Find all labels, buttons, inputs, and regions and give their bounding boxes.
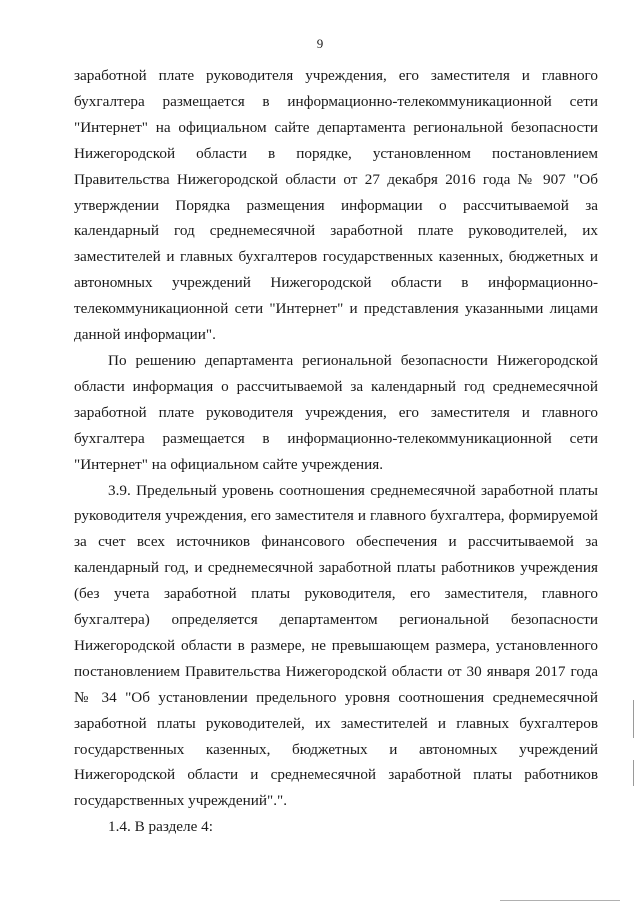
- paragraph: [74, 478, 598, 815]
- text-line: заместителей и главных бухгалтеров государственных казенных, бюджетных и: [74, 248, 598, 266]
- text-line: заработной платы руководителей, их заместителей и главных бухгалтеров: [74, 714, 598, 732]
- text-line: утверждении Порядка размещения информации о рассчитываемой за: [74, 196, 598, 214]
- text-line: Правительства Нижегородской области от 27 декабря 2016 года № 907 "Об: [74, 170, 598, 188]
- scan-edge-mark: [633, 700, 634, 738]
- text-line: бухгалтера размещается в информационно-телекоммуникационной сети: [74, 429, 598, 447]
- text-line: заработной плате руководителя учреждения, его заместителя и главного: [74, 67, 598, 84]
- paragraph: [74, 63, 598, 348]
- text-line: бухгалтера) определяется департаментом региональной безопасности: [74, 611, 598, 629]
- text-line: 3.9. Предельный уровень соотношения среднемесячной заработной платы: [108, 481, 598, 499]
- text-line: бухгалтера размещается в информационно-телекоммуникационной сети: [74, 92, 598, 110]
- document-body: [74, 63, 598, 840]
- text-line: Нижегородской области и среднемесячной заработной платы работников: [74, 766, 598, 784]
- text-line: заработной плате руководителя учреждения, его заместителя и главного: [74, 403, 598, 421]
- paragraph: [74, 814, 598, 840]
- text-line: "Интернет" на официальном сайте департамента региональной безопасности: [74, 118, 598, 136]
- text-line: государственных учреждений".".: [74, 792, 288, 810]
- text-line: По решению департамента региональной безопасности Нижегородской: [108, 351, 598, 369]
- text-line: автономных учреждений Нижегородской области в информационно-: [74, 274, 598, 292]
- text-line: руководителя учреждения, его заместителя и главного бухгалтера, формируемой: [74, 507, 598, 525]
- text-line: области информация о рассчитываемой за календарный год среднемесячной: [74, 377, 598, 395]
- paragraph: [74, 348, 598, 478]
- text-line: "Интернет" на официальном сайте учреждения.: [74, 455, 384, 473]
- scan-edge-mark: [633, 760, 634, 786]
- text-line: данной информации".: [74, 326, 216, 344]
- text-line: календарный год, и среднемесячной заработной платы работников учреждения: [74, 559, 598, 577]
- text-line: государственных казенных, бюджетных и автономных учреждений: [74, 740, 598, 758]
- text-line: Нижегородской области в порядке, установленном постановлением: [74, 144, 598, 162]
- text-line: Нижегородской области в размере, не превышающем размера, установленного: [74, 636, 598, 654]
- scan-bottom-mark: [500, 900, 620, 901]
- text-line: календарный год среднемесячной заработной плате руководителей, их: [74, 222, 598, 240]
- text-line: (без учета заработной платы руководителя, его заместителя, главного: [74, 585, 598, 603]
- text-line: № 34 "Об установлении предельного уровня соотношения среднемесячной: [74, 688, 598, 706]
- text-line: телекоммуникационной сети "Интернет" и представления указанными лицами: [74, 300, 598, 318]
- text-line: постановлением Правительства Нижегородской области от 30 января 2017 года: [74, 662, 598, 680]
- text-line: 1.4. В разделе 4:: [108, 818, 213, 836]
- text-line: за счет всех источников финансового обеспечения и рассчитываемой за: [74, 533, 598, 551]
- page-number: 9: [316, 36, 324, 51]
